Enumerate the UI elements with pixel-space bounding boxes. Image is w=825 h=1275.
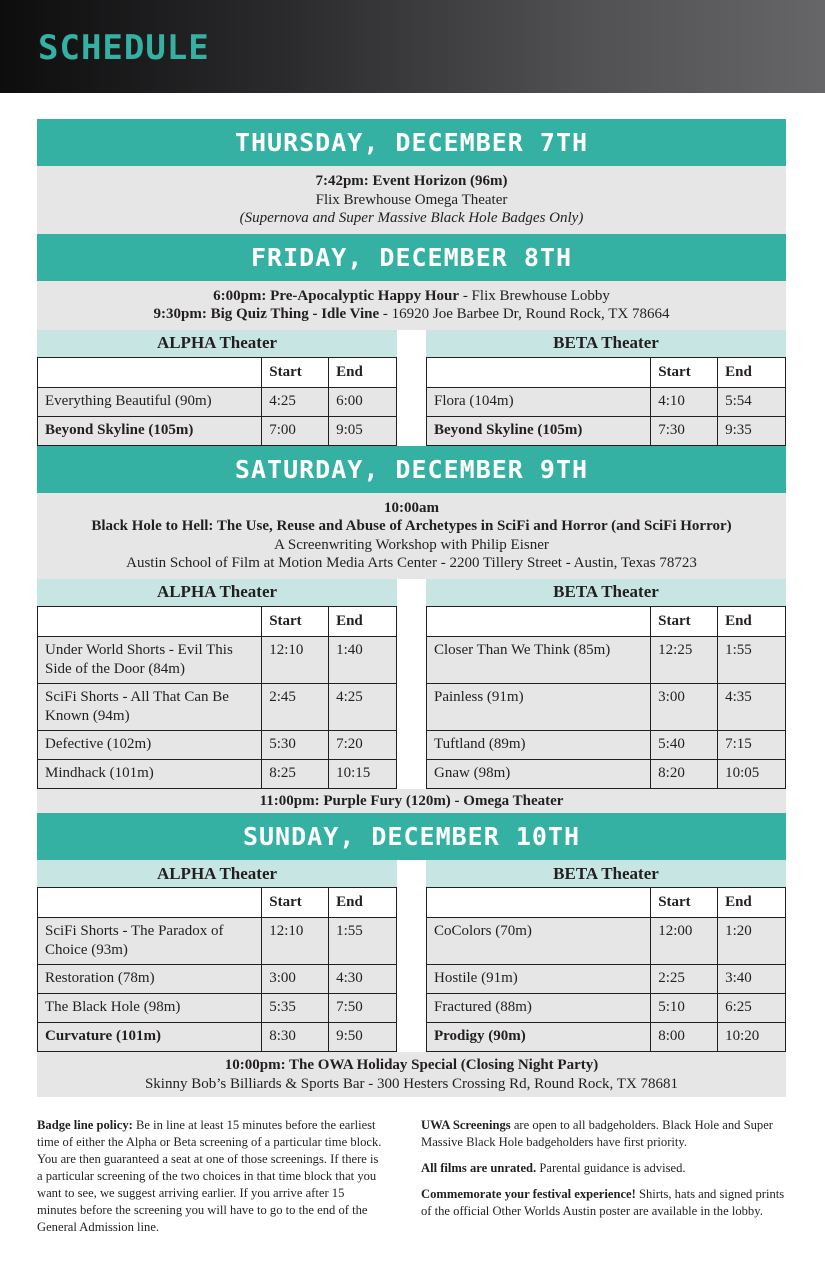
sunday-beta-theater	[426, 860, 786, 1052]
start-time: 3:00	[651, 683, 718, 730]
footer-notes	[37, 1117, 786, 1245]
table-row	[38, 994, 397, 1023]
table-row	[38, 759, 397, 788]
table-row	[38, 965, 397, 994]
col-title	[38, 888, 262, 918]
col-start: Start	[262, 888, 329, 918]
friday-event2-title: 9:30pm: Big Quiz Thing - Idle Vine	[153, 306, 380, 322]
sunday-theaters	[37, 860, 786, 1052]
end-time: 5:54	[718, 387, 786, 416]
end-time: 10:05	[718, 759, 786, 788]
col-start: Start	[651, 606, 718, 636]
film-title: Under World Shorts - Evil This Side of the Door (84m)	[38, 636, 262, 683]
table-row	[38, 918, 397, 965]
end-time: 10:15	[329, 759, 397, 788]
theater-heading: BETA Theater	[426, 860, 786, 887]
film-title: SciFi Shorts - The Paradox of Choice (93m)	[38, 918, 262, 965]
table-row	[427, 918, 786, 965]
end-time: 1:40	[329, 636, 397, 683]
schedule-table	[426, 887, 786, 1052]
end-time: 1:55	[329, 918, 397, 965]
start-time: 5:10	[651, 994, 718, 1023]
end-time: 7:20	[329, 730, 397, 759]
friday-event1-venue: - Flix Brewhouse Lobby	[459, 287, 610, 304]
film-title: Restoration (78m)	[38, 965, 262, 994]
sunday-closing-title: 10:00pm: The OWA Holiday Special (Closing Night Party)	[224, 1057, 599, 1073]
footer-left	[37, 1117, 382, 1245]
unrated-text: Parental guidance is advised.	[536, 1161, 686, 1175]
end-time: 9:35	[718, 416, 786, 445]
end-time: 10:20	[718, 1023, 786, 1052]
film-title: Beyond Skyline (105m)	[38, 416, 262, 445]
start-time: 8:20	[651, 759, 718, 788]
sunday-closing-venue: Skinny Bob’s Billiards & Sports Bar - 300 Hesters Crossing Rd, Round Rock, TX 78681	[144, 1075, 679, 1092]
day-banner-sunday: SUNDAY, DECEMBER 10TH	[37, 813, 786, 860]
film-title: Hostile (91m)	[427, 965, 651, 994]
end-time: 9:05	[329, 416, 397, 445]
table-row	[427, 994, 786, 1023]
saturday-closing-event: 11:00pm: Purple Fury (120m) - Omega Theater	[259, 792, 564, 809]
start-time: 2:25	[651, 965, 718, 994]
friday-theaters	[37, 330, 786, 446]
film-title: Painless (91m)	[427, 683, 651, 730]
saturday-closing	[37, 789, 786, 814]
schedule-table	[37, 357, 397, 446]
film-title: Mindhack (101m)	[38, 759, 262, 788]
schedule-table	[37, 606, 397, 789]
col-start: Start	[262, 606, 329, 636]
saturday-beta-theater	[426, 579, 786, 789]
col-start: Start	[262, 357, 329, 387]
page-title: SCHEDULE	[38, 28, 210, 68]
col-title	[427, 357, 651, 387]
table-row	[427, 636, 786, 683]
film-title: Closer Than We Think (85m)	[427, 636, 651, 683]
table-row	[38, 730, 397, 759]
end-time: 1:20	[718, 918, 786, 965]
start-time: 4:10	[651, 387, 718, 416]
workshop-subtitle: A Screenwriting Workshop with Philip Eisner	[274, 536, 549, 553]
sunday-alpha-theater	[37, 860, 397, 1052]
start-time: 5:35	[262, 994, 329, 1023]
film-title: Beyond Skyline (105m)	[427, 416, 651, 445]
film-title: Gnaw (98m)	[427, 759, 651, 788]
header-bar	[0, 0, 825, 93]
start-time: 8:00	[651, 1023, 718, 1052]
col-title	[427, 606, 651, 636]
saturday-alpha-theater	[37, 579, 397, 789]
commemorate-label: Commemorate your festival experience!	[421, 1187, 636, 1201]
saturday-theaters	[37, 579, 786, 789]
film-title: Defective (102m)	[38, 730, 262, 759]
uwa-label: UWA Screenings	[421, 1118, 511, 1132]
theater-heading: BETA Theater	[426, 579, 786, 606]
table-row	[427, 416, 786, 445]
end-time: 6:00	[329, 387, 397, 416]
end-time: 7:15	[718, 730, 786, 759]
table-row	[427, 965, 786, 994]
col-end: End	[718, 888, 786, 918]
schedule-content	[37, 119, 786, 1097]
unrated-label: All films are unrated.	[421, 1161, 537, 1175]
friday-event2-venue: - 16920 Joe Barbee Dr, Round Rock, TX 78664	[379, 306, 670, 322]
end-time: 6:25	[718, 994, 786, 1023]
end-time: 1:55	[718, 636, 786, 683]
film-title: Everything Beautiful (90m)	[38, 387, 262, 416]
day-banner-thursday: THURSDAY, DECEMBER 7TH	[37, 119, 786, 166]
badge-policy-label: Badge line policy:	[37, 1118, 133, 1132]
table-row	[427, 683, 786, 730]
day-banner-saturday: SATURDAY, DECEMBER 9TH	[37, 446, 786, 493]
start-time: 12:25	[651, 636, 718, 683]
friday-events	[37, 281, 786, 330]
uwa-note	[421, 1117, 786, 1151]
col-end: End	[329, 357, 397, 387]
friday-beta-theater	[426, 330, 786, 446]
saturday-workshop	[37, 493, 786, 579]
schedule-table	[426, 606, 786, 789]
uwa-text: are open to all badgeholders. Black Hole and Super Massive Black Hole badgeholders have first priority.	[421, 1118, 773, 1149]
film-title: Prodigy (90m)	[427, 1023, 651, 1052]
workshop-venue: Austin School of Film at Motion Media Arts Center - 2200 Tillery Street - Austin, Texas 78723	[126, 555, 697, 571]
footer-right	[421, 1117, 786, 1245]
col-start: Start	[651, 357, 718, 387]
theater-heading: ALPHA Theater	[37, 330, 397, 357]
table-row	[38, 683, 397, 730]
table-row	[38, 636, 397, 683]
day-banner-friday: FRIDAY, DECEMBER 8TH	[37, 234, 786, 281]
badge-policy-text: Be in line at least 15 minutes before the earliest time of either the Alpha or Beta screening of a particular time block. You are then guaranteed a seat at one of those screenings. If there is a particular screening of the two choices in that time block that you want to see, we suggest arriving earlier. If you arrive after 15 minutes before the screening you will have to go to the end of the General Admission line.	[37, 1118, 382, 1234]
col-start: Start	[651, 888, 718, 918]
film-title: Curvature (101m)	[38, 1023, 262, 1052]
thursday-event	[37, 166, 786, 234]
sunday-closing	[37, 1052, 786, 1097]
end-time: 7:50	[329, 994, 397, 1023]
col-end: End	[718, 357, 786, 387]
start-time: 12:10	[262, 918, 329, 965]
theater-heading: ALPHA Theater	[37, 579, 397, 606]
start-time: 4:25	[262, 387, 329, 416]
col-end: End	[718, 606, 786, 636]
thursday-note: (Supernova and Super Massive Black Hole Badges Only)	[239, 210, 584, 226]
col-end: End	[329, 606, 397, 636]
table-row	[427, 1023, 786, 1052]
thursday-venue: Flix Brewhouse Omega Theater	[315, 191, 508, 208]
start-time: 7:00	[262, 416, 329, 445]
start-time: 7:30	[651, 416, 718, 445]
end-time: 4:35	[718, 683, 786, 730]
film-title: The Black Hole (98m)	[38, 994, 262, 1023]
friday-event1-title: 6:00pm: Pre-Apocalyptic Happy Hour	[213, 287, 460, 304]
col-title	[38, 606, 262, 636]
table-row	[427, 387, 786, 416]
friday-alpha-theater	[37, 330, 397, 446]
commemorate-text: Shirts, hats and signed prints of the official Other Worlds Austin poster are available in the lobby.	[421, 1187, 785, 1218]
start-time: 5:30	[262, 730, 329, 759]
end-time: 4:25	[329, 683, 397, 730]
table-row	[427, 730, 786, 759]
table-row	[38, 416, 397, 445]
start-time: 5:40	[651, 730, 718, 759]
workshop-time: 10:00am	[384, 499, 439, 516]
badge-policy	[37, 1117, 382, 1236]
start-time: 12:10	[262, 636, 329, 683]
film-title: SciFi Shorts - All That Can Be Known (94m)	[38, 683, 262, 730]
end-time: 9:50	[329, 1023, 397, 1052]
col-end: End	[329, 888, 397, 918]
col-title	[427, 888, 651, 918]
table-row	[38, 1023, 397, 1052]
theater-heading: ALPHA Theater	[37, 860, 397, 887]
table-row	[427, 759, 786, 788]
col-title	[38, 357, 262, 387]
commemorate-note	[421, 1186, 786, 1220]
start-time: 8:30	[262, 1023, 329, 1052]
start-time: 3:00	[262, 965, 329, 994]
end-time: 3:40	[718, 965, 786, 994]
film-title: Tuftland (89m)	[427, 730, 651, 759]
film-title: Flora (104m)	[427, 387, 651, 416]
start-time: 12:00	[651, 918, 718, 965]
schedule-table	[426, 357, 786, 446]
end-time: 4:30	[329, 965, 397, 994]
workshop-title: Black Hole to Hell: The Use, Reuse and Abuse of Archetypes in SciFi and Horror (and SciFi Horror)	[91, 518, 732, 534]
film-title: CoColors (70m)	[427, 918, 651, 965]
start-time: 8:25	[262, 759, 329, 788]
table-row	[38, 387, 397, 416]
unrated-note	[421, 1160, 786, 1177]
film-title: Fractured (88m)	[427, 994, 651, 1023]
thursday-event-title: 7:42pm: Event Horizon (96m)	[315, 173, 508, 189]
theater-heading: BETA Theater	[426, 330, 786, 357]
start-time: 2:45	[262, 683, 329, 730]
schedule-table	[37, 887, 397, 1052]
